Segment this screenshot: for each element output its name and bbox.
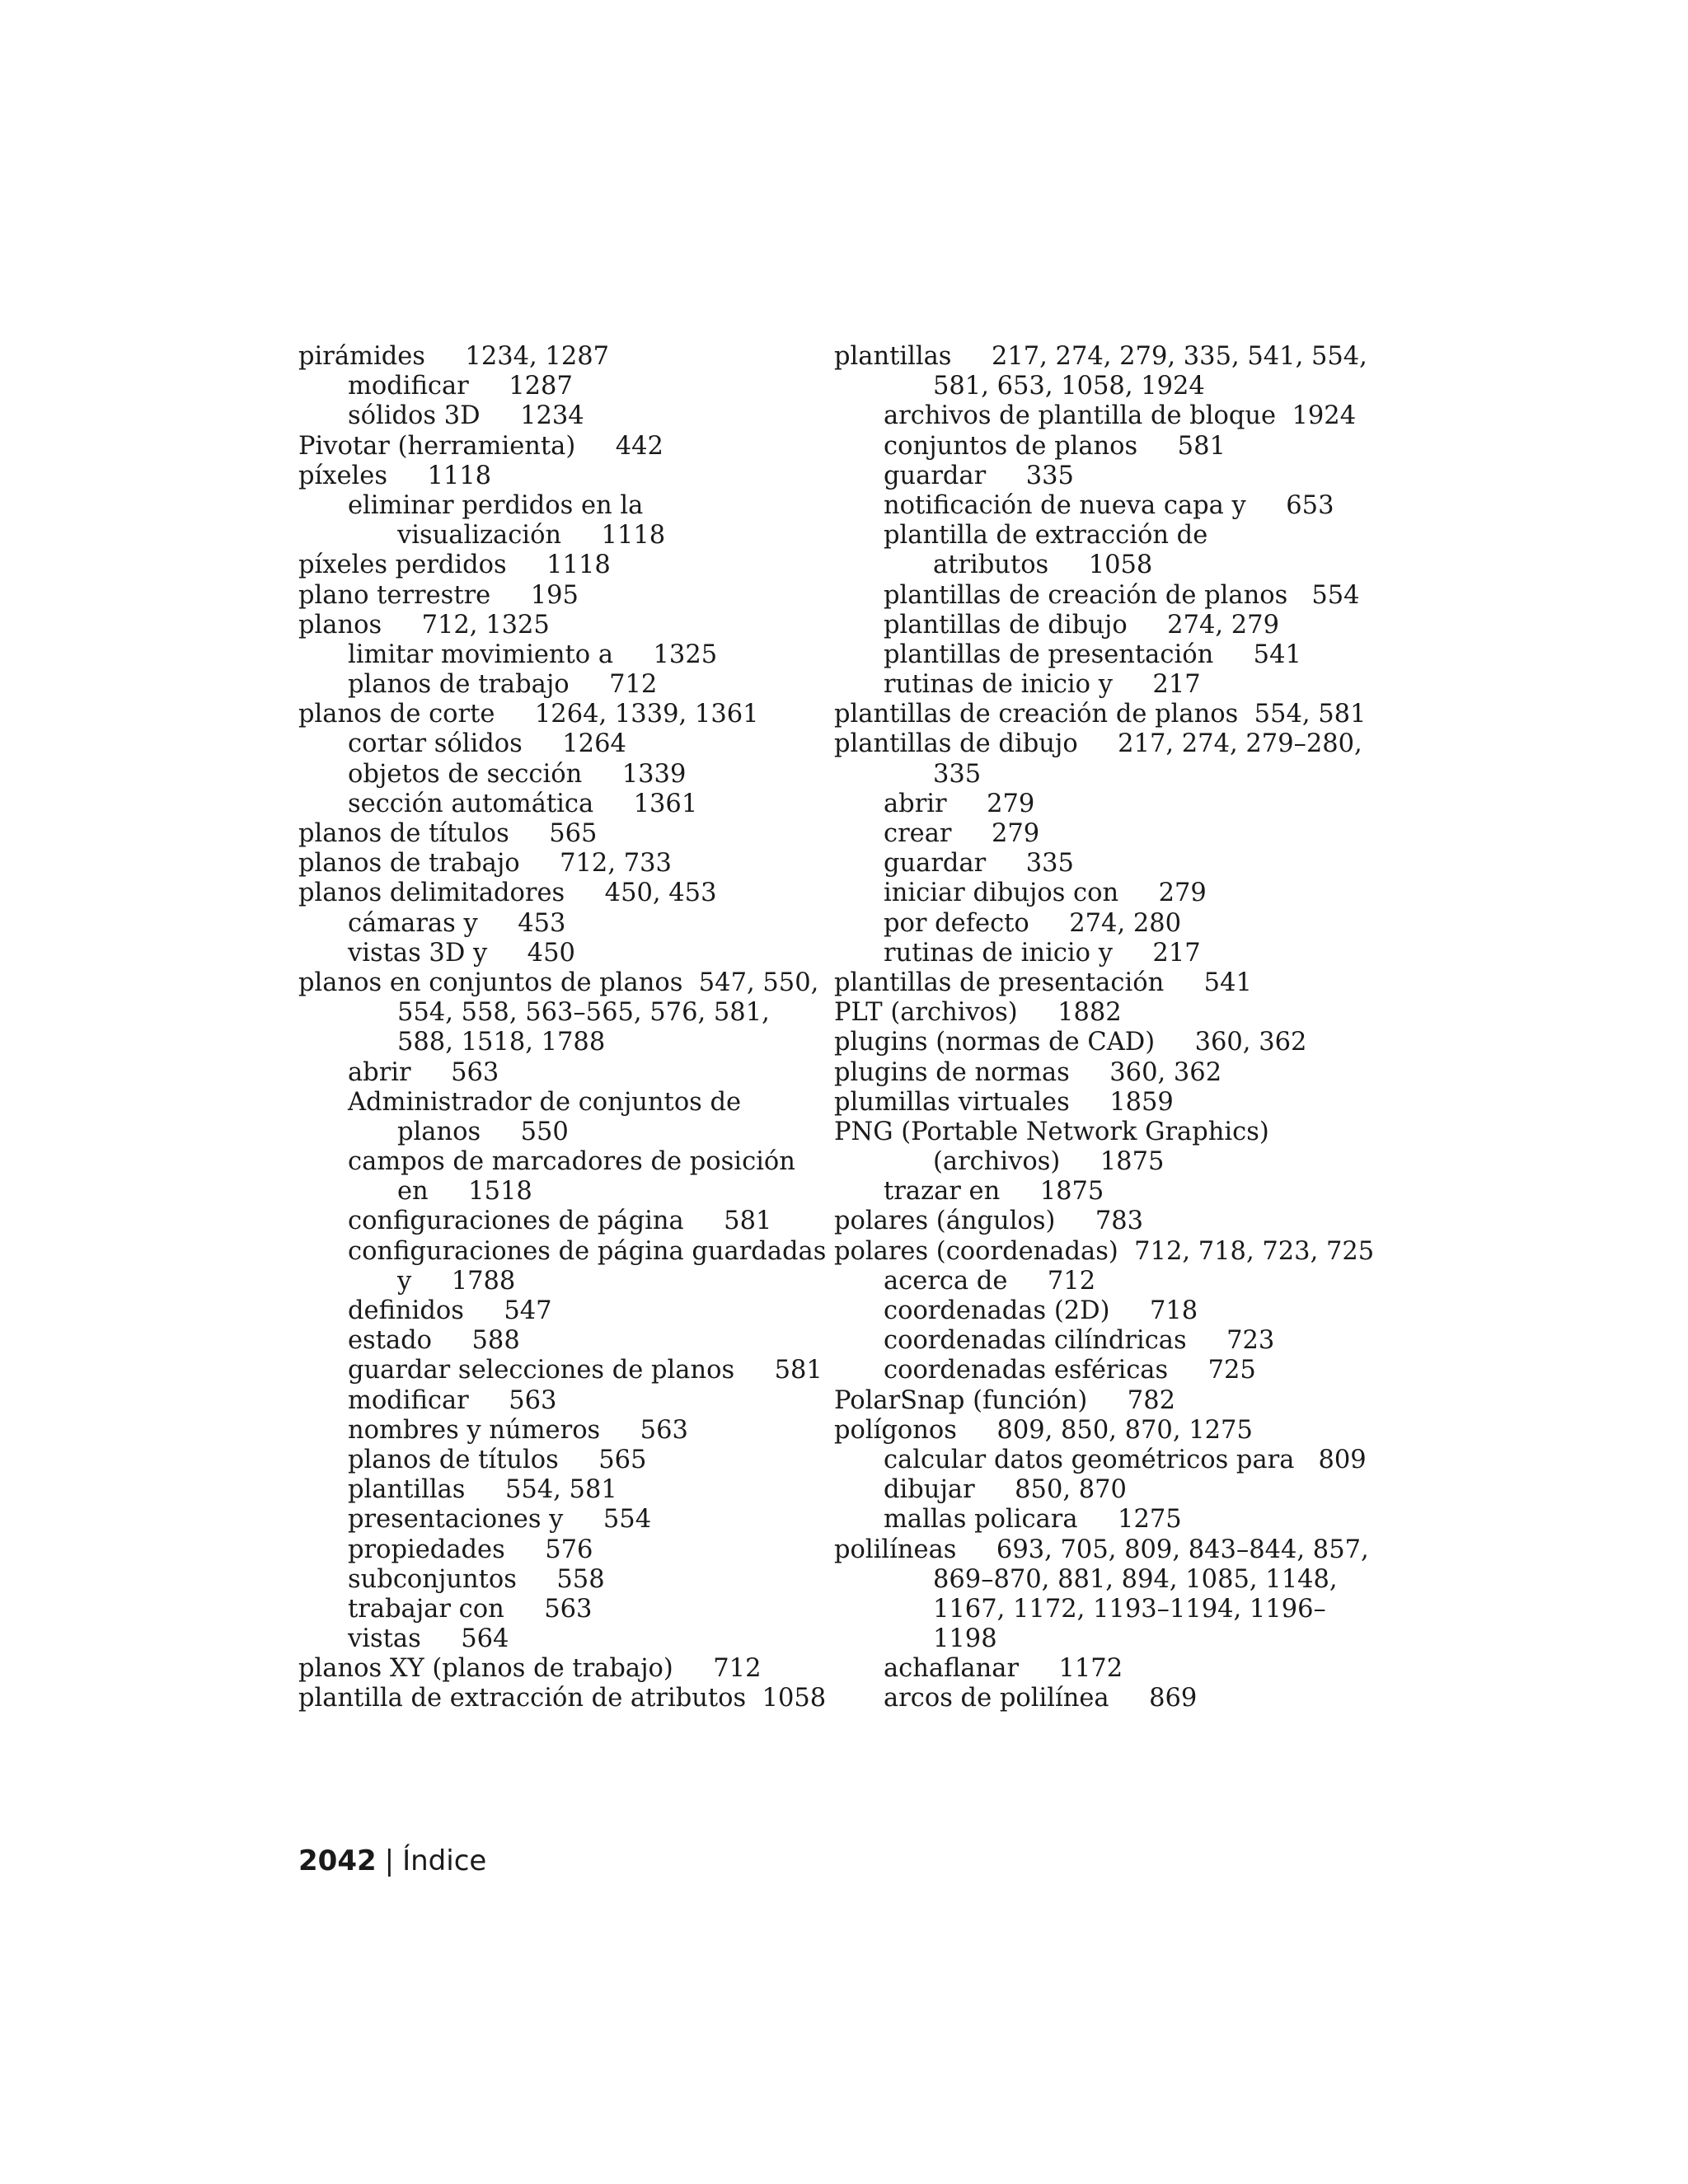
index-subentry: rutinas de inicio y 217 [884, 938, 1201, 968]
index-subentry: cortar sólidos 1264 [348, 729, 626, 759]
index-subentry: guardar 335 [884, 461, 1074, 490]
index-subentry: objetos de sección 1339 [348, 759, 687, 789]
index-entry: plumillas virtuales 1859 [834, 1087, 1174, 1117]
index-subentry: por defecto 274, 280 [884, 908, 1182, 938]
index-subentry: mallas policara 1275 [884, 1505, 1182, 1535]
index-subentry: limitar movimiento a 1325 [348, 640, 718, 669]
footer-separator: | [384, 1844, 395, 1877]
index-subentry: calcular datos geométricos para 809 [884, 1445, 1367, 1474]
index-entry: plantillas 217, 274, 279, 335, 541, 554, [834, 342, 1367, 371]
index-subentry: eliminar perdidos en la [348, 490, 644, 520]
index-subentry: plantilla de extracción de [884, 521, 1208, 551]
index-subentry: trazar en 1875 [884, 1177, 1104, 1207]
index-subentry: guardar selecciones de planos 581 [348, 1356, 823, 1385]
index-subentry: planos de títulos 565 [348, 1445, 647, 1474]
index-continuation: 554, 558, 563–565, 576, 581, [397, 998, 770, 1028]
index-entry: planos de títulos 565 [298, 819, 598, 848]
index-subentry: coordenadas cilíndricas 723 [884, 1326, 1275, 1356]
index-column-left [298, 342, 827, 1714]
index-subentry: subconjuntos 558 [348, 1564, 605, 1594]
page-number: 2042 [298, 1844, 377, 1877]
index-subentry: cámaras y 453 [348, 908, 566, 938]
index-subentry: plantillas de presentación 541 [884, 640, 1301, 669]
index-subentry: configuraciones de página 581 [348, 1207, 772, 1236]
index-subentry: plantillas de dibujo 274, 279 [884, 610, 1279, 640]
index-entry: planos en conjuntos de planos 547, 550, [298, 968, 819, 997]
index-subentry: coordenadas (2D) 718 [884, 1296, 1198, 1325]
index-entry: polares (coordenadas) 712, 718, 723, 725 [834, 1236, 1375, 1266]
index-subentry: nombres y números 563 [348, 1415, 688, 1445]
index-continuation: 1167, 1172, 1193–1194, 1196– [933, 1594, 1326, 1624]
index-continuation: (archivos) 1875 [933, 1147, 1165, 1177]
index-continuation: 588, 1518, 1788 [397, 1028, 606, 1057]
index-subentry: planos de trabajo 712 [348, 670, 658, 700]
index-continuation: 581, 653, 1058, 1924 [933, 372, 1205, 401]
index-entry: planos de corte 1264, 1339, 1361 [298, 700, 759, 729]
index-subentry: coordenadas esféricas 725 [884, 1356, 1256, 1385]
index-subentry: crear 279 [884, 819, 1040, 848]
index-subentry: plantillas 554, 581 [348, 1475, 617, 1505]
index-entry: planos 712, 1325 [298, 610, 550, 640]
index-subentry: trabajar con 563 [348, 1594, 593, 1624]
index-subentry: guardar 335 [884, 849, 1074, 879]
index-entry: plugins (normas de CAD) 360, 362 [834, 1028, 1307, 1057]
index-subentry: notificación de nueva capa y 653 [884, 490, 1334, 520]
index-continuation: en 1518 [397, 1177, 532, 1207]
index-subentry: dibujar 850, 870 [884, 1475, 1127, 1505]
index-subentry: estado 588 [348, 1326, 520, 1356]
index-subentry: sección automática 1361 [348, 789, 698, 818]
index-entry: píxeles perdidos 1118 [298, 551, 611, 580]
index-subentry: Administrador de conjuntos de [348, 1087, 742, 1117]
index-entry: plantillas de dibujo 217, 274, 279–280, [834, 729, 1362, 759]
index-entry: PNG (Portable Network Graphics) [834, 1117, 1269, 1146]
index-subentry: configuraciones de página guardadas [348, 1236, 827, 1266]
index-entry: píxeles 1118 [298, 461, 492, 490]
index-subentry: vistas 564 [348, 1624, 509, 1654]
index-entry: planos delimitadores 450, 453 [298, 879, 717, 908]
index-entry: plantilla de extracción de atributos 1058 [298, 1684, 827, 1713]
index-entry: PLT (archivos) 1882 [834, 998, 1122, 1028]
index-column-right [834, 342, 1375, 1714]
index-subentry: archivos de plantilla de bloque 1924 [884, 401, 1357, 431]
index-subentry: achaflanar 1172 [884, 1654, 1123, 1684]
index-entry: planos XY (planos de trabajo) 712 [298, 1654, 762, 1684]
index-entry: PolarSnap (función) 782 [834, 1385, 1176, 1415]
index-subentry: presentaciones y 554 [348, 1505, 652, 1535]
index-entry: plantillas de creación de planos 554, 581 [834, 700, 1367, 729]
index-subentry: sólidos 3D 1234 [348, 401, 584, 431]
index-subentry: plantillas de creación de planos 554 [884, 580, 1360, 610]
index-entry: polares (ángulos) 783 [834, 1207, 1144, 1236]
index-subentry: vistas 3D y 450 [348, 938, 575, 968]
index-continuation: atributos 1058 [933, 551, 1153, 580]
index-entry: plugins de normas 360, 362 [834, 1057, 1222, 1087]
index-subentry: modificar 563 [348, 1385, 557, 1415]
index-subentry: acerca de 712 [884, 1266, 1096, 1296]
index-continuation: planos 550 [397, 1117, 569, 1146]
index-continuation: 869–870, 881, 894, 1085, 1148, [933, 1564, 1338, 1594]
index-entry: plano terrestre 195 [298, 580, 579, 610]
index-subentry: propiedades 576 [348, 1535, 593, 1564]
index-entry: polilíneas 693, 705, 809, 843–844, 857, [834, 1535, 1369, 1564]
index-subentry: abrir 279 [884, 789, 1035, 818]
index-subentry: rutinas de inicio y 217 [884, 670, 1201, 700]
index-subentry: arcos de polilínea 869 [884, 1684, 1198, 1713]
index-entry: plantillas de presentación 541 [834, 968, 1252, 997]
index-entry: Pivotar (herramienta) 442 [298, 431, 663, 461]
index-subentry: abrir 563 [348, 1057, 499, 1087]
index-entry: polígonos 809, 850, 870, 1275 [834, 1415, 1253, 1445]
index-subentry: iniciar dibujos con 279 [884, 879, 1207, 908]
index-subentry: campos de marcadores de posición [348, 1147, 795, 1177]
index-entry: planos de trabajo 712, 733 [298, 849, 672, 879]
section-title: Índice [402, 1844, 487, 1877]
page-footer [298, 1844, 486, 1877]
index-subentry: definidos 547 [348, 1296, 552, 1325]
index-entry: pirámides 1234, 1287 [298, 342, 610, 371]
index-continuation: visualización 1118 [397, 521, 666, 551]
index-continuation: 335 [933, 759, 982, 789]
index-continuation: 1198 [933, 1624, 997, 1654]
index-continuation: y 1788 [397, 1266, 516, 1296]
index-subentry: modificar 1287 [348, 372, 573, 401]
index-subentry: conjuntos de planos 581 [884, 431, 1226, 461]
